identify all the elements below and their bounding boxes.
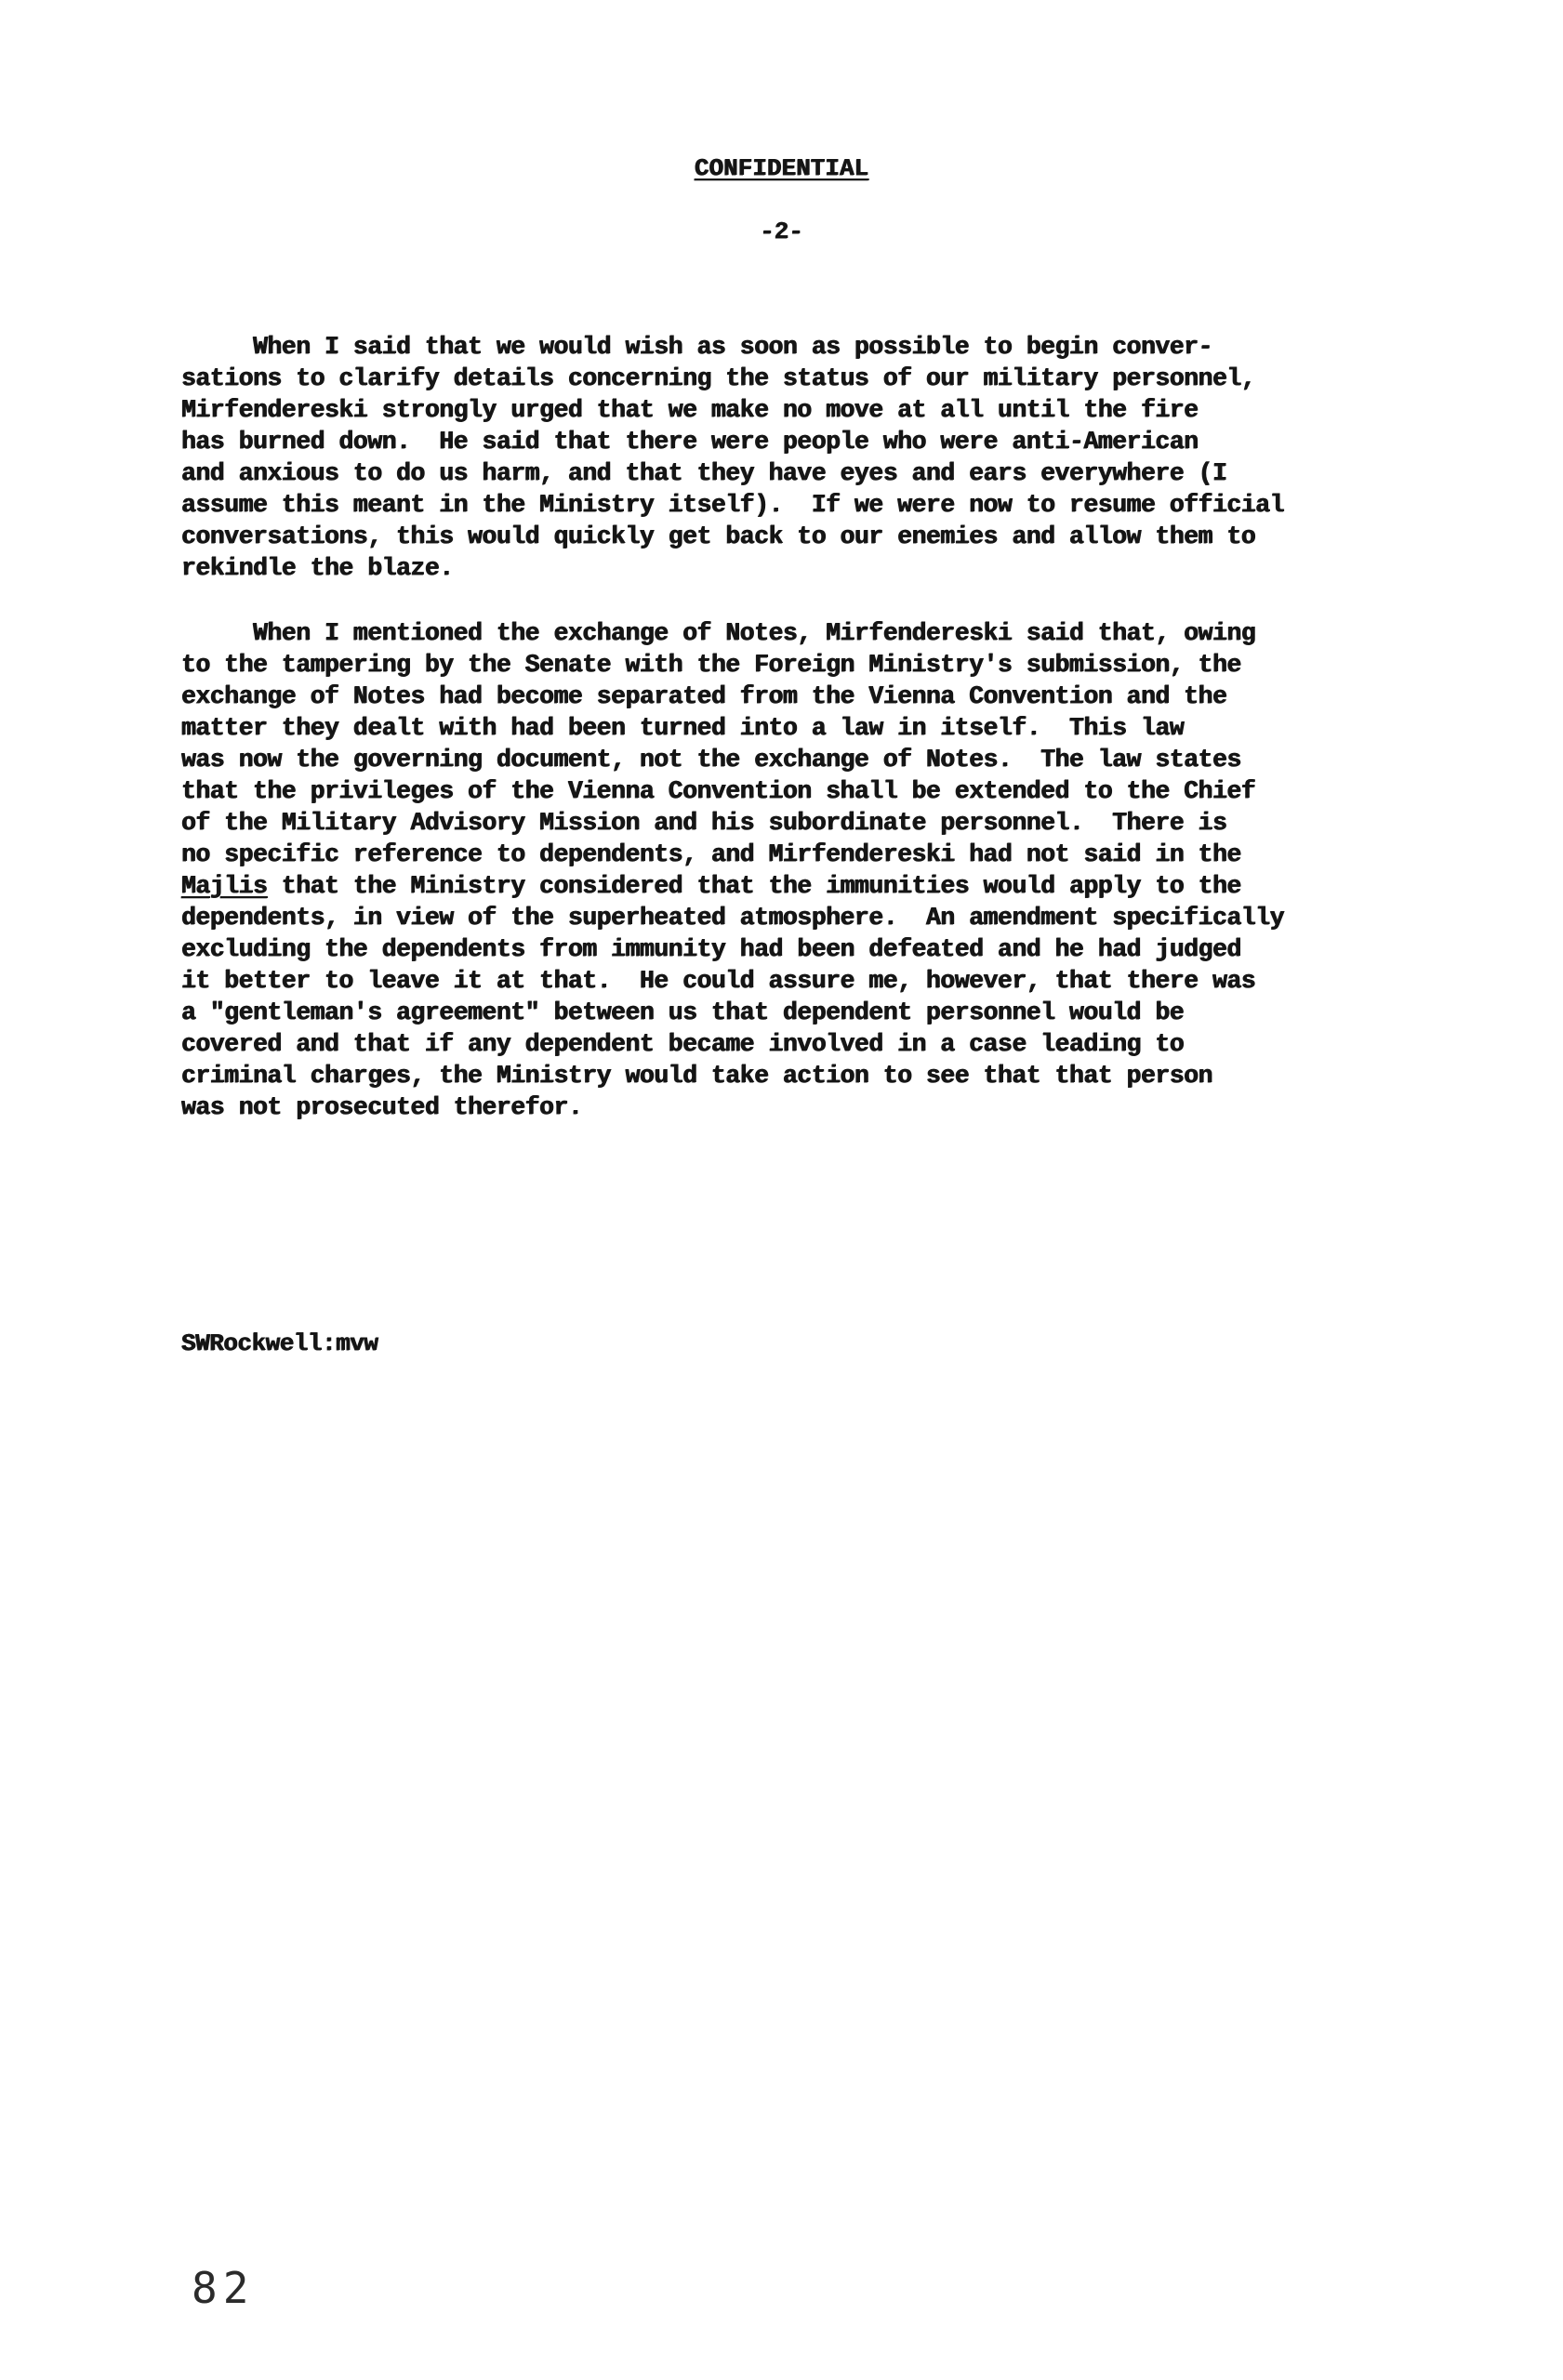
paragraph-1 [181,331,1409,584]
text-line: assume this meant in the Ministry itself). If we were now to resume official [181,491,1284,519]
text-line: of the Military Advisory Mission and his subordinate personnel. There is [181,809,1227,837]
text-line: it better to leave it at that. He could assure me, however, that there was [181,967,1256,995]
text-line: and anxious to do us harm, and that they have eyes and ears everywhere (I [181,459,1227,487]
text-line: a "gentleman's agreement" between us that dependent personnel would be [181,998,1185,1026]
text-line: excluding the dependents from immunity had been defeated and he had judged [181,935,1241,963]
page-marker: -2- [760,218,803,245]
paragraph-spacer [181,584,1409,617]
text-line: has burned down. He said that there were people who were anti-American [181,428,1199,456]
letter-body [181,331,1409,1123]
drafter-initials: SWRockwell:mvw [181,1329,378,1357]
text-line: matter they dealt with had been turned into a law in itself. This law [181,714,1185,742]
text-line: When I mentioned the exchange of Notes, Mirfendereski said that, owing [181,619,1256,647]
page-number: 82 [192,2263,255,2313]
text-line: When I said that we would wish as soon as possible to begin conver- [181,333,1212,361]
text-line: dependents, in view of the superheated atmosphere. An amendment specifically [181,904,1284,932]
paragraph-2 [181,617,1409,1123]
text-line: sations to clarify details concerning the status of our military personnel, [181,364,1256,392]
text-line: was now the governing document, not the exchange of Notes. The law states [181,746,1241,774]
text-line: no specific reference to dependents, and Mirfendereski had not said in the [181,840,1241,868]
text-line: to the tampering by the Senate with the Foreign Ministry's submission, the [181,651,1241,679]
text-line: covered and that if any dependent became involved in a case leading to [181,1030,1185,1058]
text-line: exchange of Notes had become separated from the Vienna Convention and the [181,682,1227,710]
text-line-rest: that the Ministry considered that the immunities would apply to the [281,872,1241,900]
text-line: was not prosecuted therefor. [181,1093,583,1121]
text-line: conversations, this would quickly get back to our enemies and allow them to [181,522,1256,550]
text-line: that the privileges of the Vienna Convention shall be extended to the Chief [181,777,1256,805]
text-line-with-underlined-word [181,870,1409,902]
classification-marking [0,154,1563,182]
text-line: rekindle the blaze. [181,554,454,582]
classification-text: CONFIDENTIAL [694,154,869,182]
text-line: criminal charges, the Ministry would take action to see that that person [181,1062,1212,1090]
underlined-word: Majlis [181,872,268,900]
text-line: Mirfendereski strongly urged that we make no move at all until the fire [181,396,1199,424]
